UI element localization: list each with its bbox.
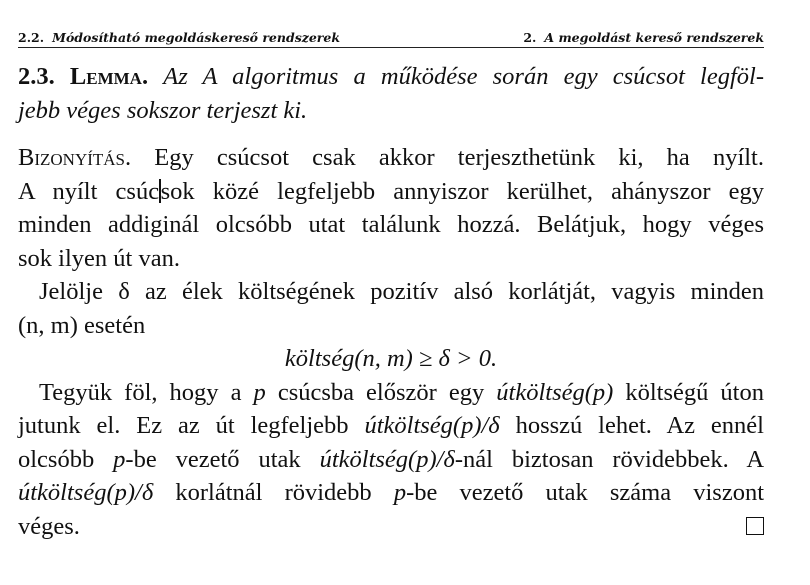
proof-text-1: Egy csúcsot csak akkor terjeszthetünk ki, ha nyílt. — [131, 144, 764, 171]
p3-l3-a: olcsóbb — [18, 445, 114, 473]
p3-l3-d: útköltség(p)/δ — [319, 445, 455, 473]
section-gap — [18, 127, 764, 141]
proof-line-3: minden addiginál olcsóbb utat találunk hozzá. Belátjuk, hogy véges — [18, 211, 764, 238]
header-right — [523, 30, 764, 45]
header-left-title: Módosítható megoldáskereső rendszerek — [52, 30, 340, 45]
proof-p3-line-4 — [18, 476, 764, 510]
proof-label: Bizonyítás. — [18, 144, 132, 171]
p3-l4-a: útköltség(p)/δ — [18, 479, 154, 506]
proof-text-2a: A nyílt csúc — [18, 177, 160, 205]
p3-l4-c: p — [393, 479, 407, 506]
proof-p2-line-2: (n, m) esetén — [18, 311, 146, 339]
p3-l1-a: Tegyük föl, hogy a — [39, 378, 254, 406]
proof-p2-line-1: Jelölje δ az élek költségének pozitív alsó korlátját, vagyis minden — [39, 278, 764, 305]
p3-l2-c: hosszú lehet. Az ennél — [499, 412, 764, 439]
header-left-number: 2.2. — [18, 30, 45, 45]
page-body — [18, 60, 764, 543]
p3-l5: véges. — [18, 512, 80, 540]
running-header — [18, 27, 764, 48]
lemma-number: 2.3. — [18, 63, 55, 90]
header-right-title: A megoldást kereső rendszerek — [544, 30, 764, 45]
qed-square-icon — [746, 517, 764, 535]
proof-p3-line-3 — [18, 443, 764, 477]
proof-block — [18, 141, 764, 543]
lemma-block — [18, 60, 764, 127]
proof-p3-line-2 — [18, 409, 764, 443]
header-left — [18, 30, 340, 45]
proof-p3-line-5 — [18, 510, 764, 544]
display-formula: költség(n, m) ≥ δ > 0. — [284, 345, 498, 372]
proof-text-2b: sok közé legfeljebb annyiszor kerülhet, ahányszor egy — [160, 177, 764, 205]
p3-l3-e: -nál biztosan rövidebbek. A — [454, 445, 765, 473]
p3-l1-b: csúcsba először egy — [265, 378, 497, 406]
lemma-line-2: jebb véges sokszor terjeszt ki. — [18, 96, 308, 124]
proof-line-2 — [18, 175, 764, 209]
p3-l4-b: korlátnál rövidebb — [153, 479, 394, 506]
proof-line-1 — [18, 141, 764, 175]
proof-p3-line-1 — [18, 376, 764, 410]
p3-l3-b: p — [113, 445, 126, 473]
proof-line-4: sok ilyen út van. — [18, 244, 180, 272]
p3-l3-c: -be vezető utak — [125, 445, 320, 473]
lemma-line-1 — [18, 60, 764, 94]
p3-l4-d: -be vezető utak száma viszont — [406, 479, 764, 506]
lemma-label: Lemma. — [69, 63, 149, 90]
lemma-text-1: Az A algoritmus a működése során egy csúcsot legföl- — [163, 63, 764, 90]
p3-l1-c: útköltség(p) — [496, 378, 614, 406]
p3-l2-a: jutunk el. Ez az út legfeljebb — [18, 412, 365, 439]
p3-l2-b: útköltség(p)/δ — [364, 412, 500, 439]
p3-l1-d: költségű úton — [613, 378, 764, 406]
header-right-number: 2. — [523, 30, 537, 45]
p3-l1-p: p — [253, 378, 266, 406]
